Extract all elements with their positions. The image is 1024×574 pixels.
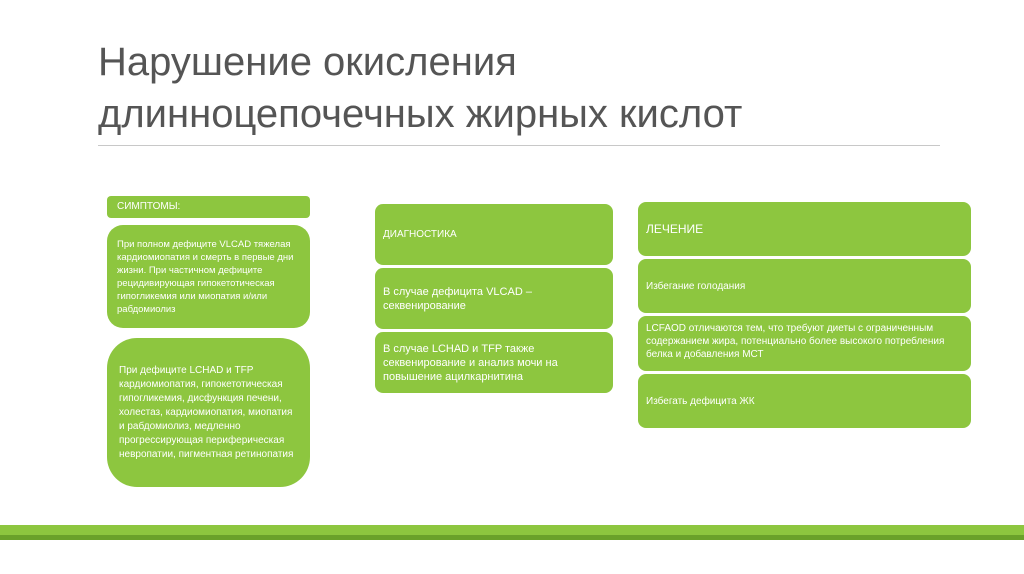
treatment-box-2 bbox=[638, 316, 971, 371]
treatment-header-box bbox=[638, 202, 971, 256]
diagnostics-header: ДИАГНОСТИКА bbox=[383, 229, 457, 240]
title-divider bbox=[98, 145, 940, 146]
treatment-box-1 bbox=[638, 259, 971, 313]
diagnostics-box-2 bbox=[375, 332, 613, 393]
symptom-text-1: При полном дефиците VLCAD тяжелая кардиомиопатия и смерть в первые дни жизни. При частичном дефиците рецидивирующая гипокетотическая гипогликемия или миопатия и/или рабдомиолиз bbox=[117, 238, 294, 315]
diagnostics-text-1: В случае дефицита VLCAD – секвенирование bbox=[383, 285, 532, 312]
treatment-header: ЛЕЧЕНИЕ bbox=[646, 222, 704, 236]
treatment-text-3: Избегать дефицита ЖК bbox=[646, 395, 755, 407]
symptom-text-2: При дефиците LCHAD и TFP кардиомиопатия, гипокетотическая гипогликемия, дисфункция печени, холестаз, кардиомиопатия, миопатия и рабдомиолиз, медленно прогрессирующая периферическая невропатии, пигментная ретинопатия bbox=[119, 364, 294, 460]
symptoms-header-box bbox=[107, 196, 310, 218]
symptom-box-1 bbox=[107, 225, 310, 328]
diagnostics-header-box bbox=[375, 204, 613, 265]
treatment-box-3 bbox=[638, 374, 971, 428]
slide-title-line-1: Нарушение окисления bbox=[98, 40, 517, 84]
treatment-text-1: Избегание голодания bbox=[646, 280, 746, 292]
treatment-text-2: LCFAOD отличаются тем, что требуют диеты с ограниченным содержанием жира, потенциально более высокого потребления белка и добавления МСТ bbox=[646, 323, 945, 360]
diagnostics-box-1 bbox=[375, 268, 613, 329]
slide-title-line-2: длинноцепочечных жирных кислот bbox=[98, 92, 743, 136]
symptom-box-2 bbox=[107, 338, 310, 487]
diagnostics-text-2: В случае LCHAD и TFP также секвенирование и анализ мочи на повышение ацилкарнитина bbox=[383, 342, 558, 383]
symptoms-header: СИМПТОМЫ: bbox=[117, 201, 181, 212]
slide-title bbox=[98, 36, 918, 140]
footer-green-bar bbox=[0, 525, 1024, 574]
